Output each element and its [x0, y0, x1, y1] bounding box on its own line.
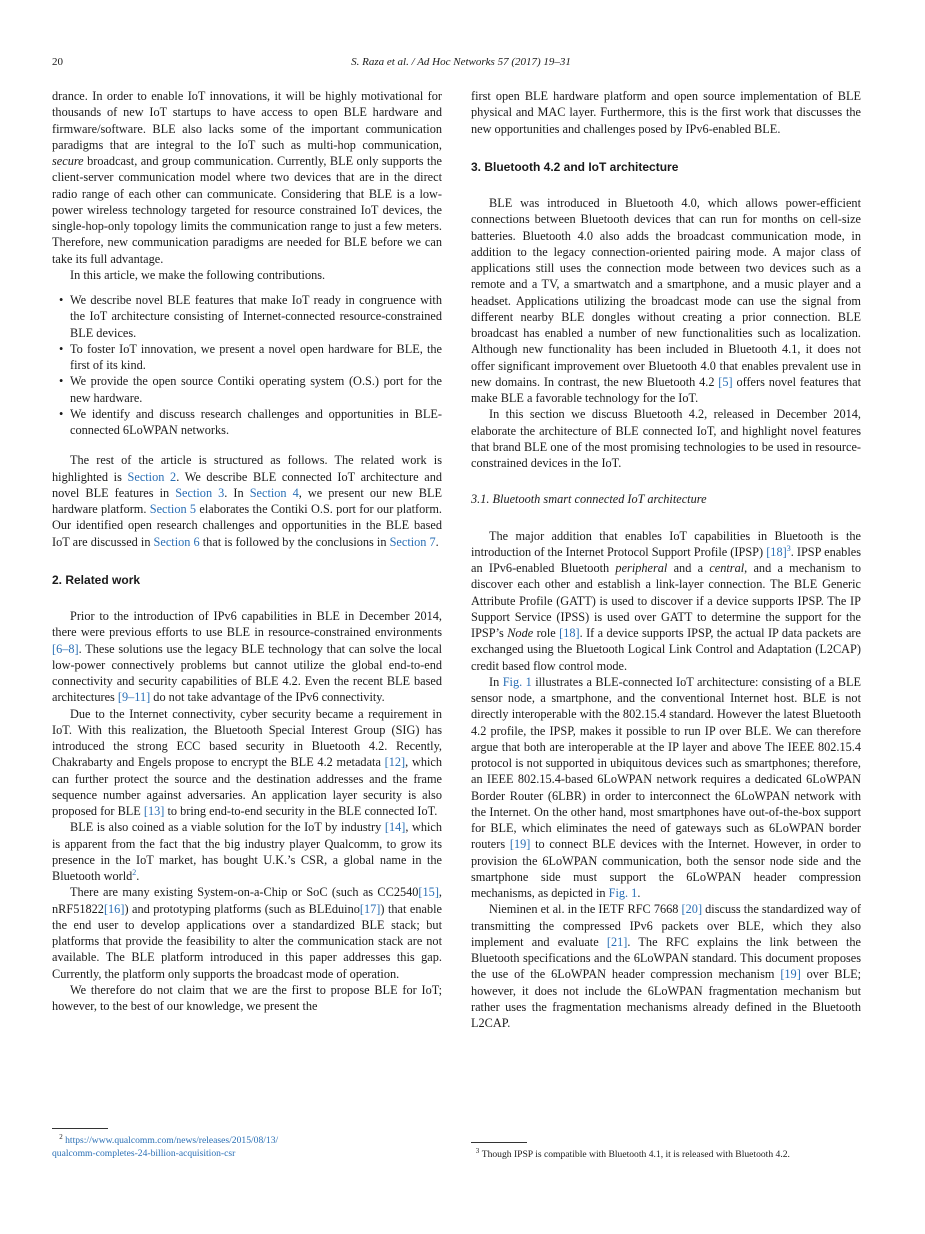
citation-link[interactable]: [18] — [559, 626, 580, 640]
figure-link[interactable]: Fig. 1 — [608, 886, 638, 900]
section-2-link[interactable]: Section 2 — [127, 469, 177, 484]
citation-link[interactable]: [5] — [718, 374, 733, 389]
section-3-link[interactable]: Section 3 — [175, 485, 225, 500]
section-6-link[interactable]: Section 6 — [153, 534, 200, 549]
citation-link[interactable]: [6–8] — [52, 641, 79, 656]
paragraph: In Fig. 1 illustrates a BLE-connected IoT architecture: consisting of a BLE sensor node, a smartphone, and the conventional Internet host. BLE is not directly interoperable with the 802.15.4 standard. However the latest Bluetooth 4.2 profile, the IPSP, makes it possible to run IP over BLE. We can therefore argue that both are interoperable at the IP layer and above The IEEE 802.15.4 protocol is not supported in ubiquitous devices such as smartphones; therefore, an IEEE 802.15.4-based 6LoWPAN network requires a dedicated 6LoWPAN Border Router (6LBR) in order to interconnect the 6LoWPAN network with the Internet. On the other hand, most smartphones have out-of-the-box support for BLE, which eliminates the need of gateways such as 6LoWPAN border routers [19] to connect BLE devices with the Internet. However, in order to provision the 6LoWPAN communication, both the sensor node side and the smartphone side must support the 6LoWPAN header compression mechanisms, as depicted in Fig. 1. — [471, 674, 862, 900]
footnote-number: 2 — [59, 1132, 63, 1141]
citation-link[interactable]: [9–11] — [117, 690, 151, 705]
citation-link[interactable]: [12] — [384, 755, 406, 770]
citation-link[interactable]: [13] — [143, 804, 165, 818]
paragraph: The major addition that enables IoT capabilities in Bluetooth is the introduction of the Internet Protocol Support Profile (IPSP) [18]$^3$. IPSP enables an IPv6-enabled Bluetooth peripheral and a central, and a mechanism to discover each other and establish a link-layer connection. The BLE Generic Attribute Profile (GATT) is used to discover if a device supports IPSP. The IP Support Service (IPSS) is used over GATT to determine the support for the IPSP’s Node role [18]. If a device supports IPSP, the actual IP data packets are exchanged using the Bluetooth Logical Link Control and Adaptation (L2CAP) credit based flow control mode. — [471, 528, 862, 673]
footnote-url-link[interactable]: https://www.qualcomm.com/news/releases/2015/08/13/ — [65, 1135, 279, 1146]
citation-link[interactable]: [19] — [509, 837, 531, 852]
left-column — [52, 88, 442, 1014]
figure-link[interactable]: Fig. 1 — [502, 674, 532, 689]
footnote-number: 3 — [475, 1146, 480, 1155]
subsection-heading: 3.1. Bluetooth smart connected IoT architecture — [471, 492, 707, 507]
paragraph: We therefore do not claim that we are the first to propose BLE for IoT; however, to the best of our knowledge, we present the — [52, 982, 442, 1013]
citation-link[interactable]: [17] — [359, 901, 381, 916]
footnote-marker[interactable]: 2 — [132, 867, 137, 877]
paragraph: Due to the Internet connectivity, cyber security became a requirement in IoT. With this realization, the Bluetooth Special Interest Group (SIG) has introduced the strong ECC based security in Bluetooth 4.2. Recently, Chakrabarty and Engels propose to encrypt the BLE 4.2 metadata [12], which can further protect the source and the destination addresses and the frame sequence number against adversaries. An application layer security is also proposed for BLE [13] to bring end-to-end security in the BLE connected IoT. — [52, 706, 443, 818]
citation-link[interactable]: [19] — [780, 967, 801, 982]
section-5-link[interactable]: Section 5 — [149, 502, 197, 516]
running-title: S. Raza et al. / Ad Hoc Networks 57 (2017) 19–31 — [351, 56, 571, 68]
section-heading: 2. Related work — [52, 572, 141, 587]
paragraph: In this section we discuss Bluetooth 4.2, released in December 2014, elaborate the architecture of BLE connected IoT, and highlight novel features that brand BLE one of the most promising technologies to be used in resource-constrained devices in the IoT. — [471, 407, 861, 470]
footnote-text: Though IPSP is compatible with Bluetooth 4.1, it is released with Bluetooth 4.2. — [481, 1149, 790, 1160]
footnote-rule — [52, 1128, 108, 1129]
paragraph: Nieminen et al. in the IETF RFC 7668 [20] discuss the standardized way of transmitting the compressed IPv6 packets over BLE, which they also implement and evaluate [21]. The RFC explains the link between the Bluetooth specifications and the 6LoWPAN standard. This document proposes the use of the 6LoWPAN header compression mechanism [19] over BLE; however, it does not include the 6LoWPAN fragmentation mechanism but rather uses the fragmentation mechanisms already defined in the Bluetooth L2CAP. — [471, 902, 862, 1030]
paragraph: BLE was introduced in Bluetooth 4.0, which allows power-efficient connections between Bluetooth devices that can run for months on cell-size batteries. Bluetooth 4.0 also adds the broadcast communication mode, in addition to the legacy connection-oriented pairing mode. A major class of applications still uses the connection mode between two devices such as a remote and a TV, a smartwatch and a smartphone, and a music player and a headset. Applications utilizing the broadcast mode can use the signal from different nearby BLE dongles without creating a prior connection. BLE broadcast has enabled a number of new functionalities such as localization. Although new functionality has been included in Bluetooth 4.1, it does not offer significant improvement over Bluetooth 4.0 that enables prevalent use in new domains. In contrast, the new Bluetooth 4.2 [5] offers novel features that make BLE a favorable technology for the IoT. — [471, 196, 861, 405]
footnote-rule — [471, 1142, 527, 1143]
citation-link[interactable]: [15] — [418, 885, 439, 900]
citation-link[interactable]: [14] — [384, 820, 406, 835]
citation-link[interactable]: [18] — [766, 544, 787, 559]
section-7-link[interactable]: Section 7 — [389, 534, 436, 549]
list-item: • We identify and discuss research challenges and opportunities in BLE-connected 6LoWPAN networks. — [52, 406, 442, 439]
paragraph: In this article, we make the following contributions. — [70, 267, 326, 282]
paragraph: The rest of the article is structured as follows. The related work is highlighted is Section 2. We describe BLE connected IoT architecture and novel BLE features in Section 3. In Section 4, we present our new BLE hardware platform. Section 5 elaborates the Contiki O.S. port for our platform. Our identified open research challenges and opportunities in the BLE based IoT are discussed in Section 6 that is followed by the conclusions in Section 7. — [52, 453, 443, 549]
list-item: • To foster IoT innovation, we present a novel open hardware for BLE, the first of its kind. — [52, 341, 442, 374]
section-4-link[interactable]: Section 4 — [249, 485, 299, 500]
footnote-marker[interactable]: 3 — [786, 543, 791, 553]
paragraph: Prior to the introduction of IPv6 capabilities in BLE in December 2014, there were previous efforts to use BLE in resource-constrained environments [6–8]. These solutions use the legacy BLE technology that can solve the local low-power connectively problems but cannot utilize the global end-to-end connectivity and security capabilities of BLE 4.2. Even the recent BLE based architectures [9–11] do not take advantage of the IPv6 connectivity. — [52, 609, 442, 705]
citation-link[interactable]: [21] — [606, 934, 628, 949]
section-heading: 3. Bluetooth 4.2 and IoT architecture — [471, 159, 679, 174]
paragraph: first open BLE hardware platform and open source implementation of BLE physical and MAC layer. Furthermore, this is the first work that discusses the new opportunities and challenges posed by IPv6-enabled BLE. — [471, 89, 861, 136]
citation-link[interactable]: [16] — [103, 901, 125, 916]
paragraph: drance. In order to enable IoT innovations, it will be highly motivational for thousands of new IoT startups to have access to open BLE hardware and firmware/software. BLE also lacks some of the important communication paradigms that are integral to the IoT such as multi-hop communication, secure broadcast, and group communication. Currently, BLE only supports the client-server communication model where two devices that are in the direct radio range of each other can communicate. Considering that BLE is a low-power wireless technology targeted for resource constrained IoT devices, the single-hop-only topology limits the communication range to just a few meters. Therefore, new communication paradigms are needed for BLE before we can take its full advantage. — [52, 89, 442, 266]
list-item: • We describe novel BLE features that make IoT ready in congruence with the IoT architecture consisting of Internet-connected resource-constrained BLE devices. — [52, 292, 442, 341]
paragraph: BLE is also coined as a viable solution for the IoT by industry [14], which is apparent from the fact that the big industry player Qualcomm, to grow its presence in the IoT market, has bought U.K.’s CSR, a global name in the Bluetooth world$^2$. — [52, 820, 443, 883]
footnote-2 — [52, 1134, 442, 1160]
contributions-list — [52, 292, 442, 438]
footnote-3 — [471, 1148, 871, 1161]
right-column — [471, 88, 861, 1031]
page-number: 20 — [52, 56, 63, 68]
citation-link[interactable]: [20] — [681, 902, 703, 917]
list-item: • We provide the open source Contiki operating system (O.S.) port for the new hardware. — [52, 373, 442, 406]
running-header — [52, 56, 870, 72]
footnote-url-link[interactable]: qualcomm-completes-24-billion-acquisition-csr — [52, 1148, 236, 1159]
paragraph: There are many existing System-on-a-Chip or SoC (such as CC2540[15], nRF51822[16]) and prototyping platforms (such as BLEduino[17]) that enable the end user to develop applications over a standardized BLE stack; but platforms that provide the feasibility to alter the communication stack are not available. The BLE platform introduced in this paper addresses this gap. Currently, the platform only supports the broadcast mode of operation. — [52, 885, 443, 981]
